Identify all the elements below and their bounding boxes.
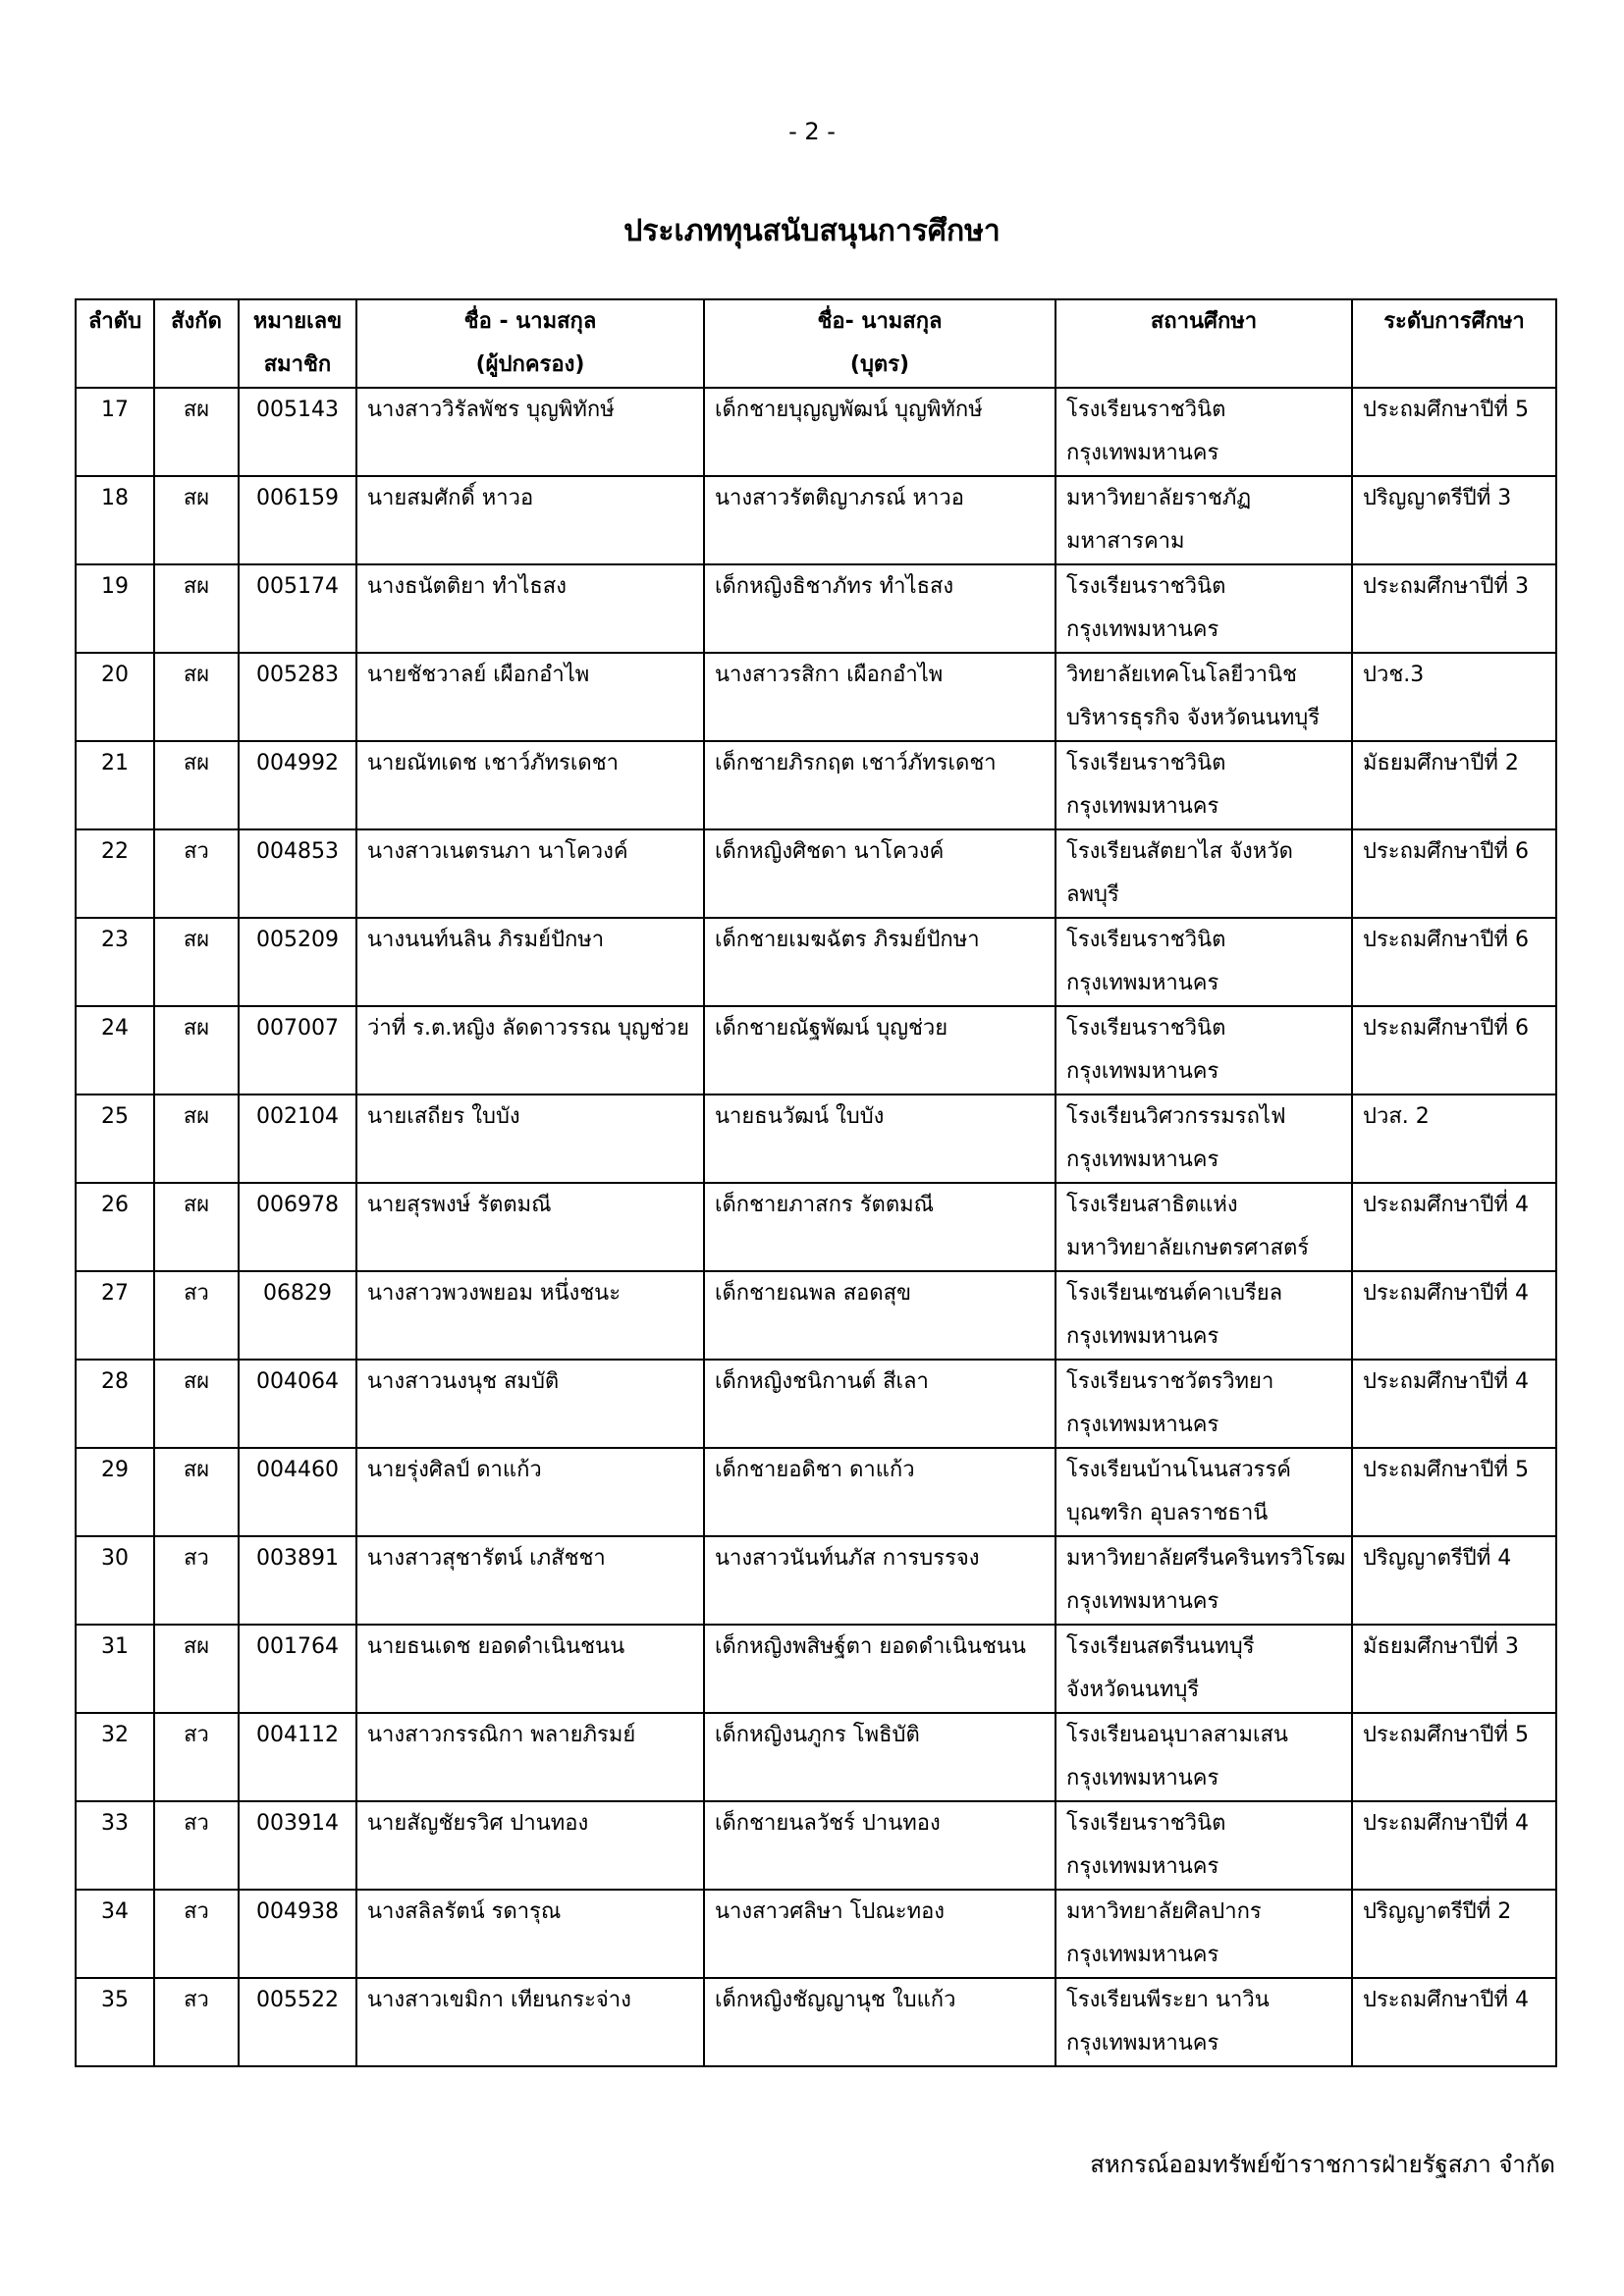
cell-education-level: ประถมศึกษาปีที่ 6 xyxy=(1352,829,1556,918)
cell-child-name: นางสาวศลิษา โปณะทอง xyxy=(704,1890,1056,1978)
cell-parent-name: นางสาวพวงพยอม หนึ่งชนะ xyxy=(356,1271,704,1360)
cell-child-name: เด็กชายภิรกฤต เชาว์ภัทรเดชา xyxy=(704,741,1056,829)
cell-unit: สผ xyxy=(154,1095,239,1183)
cell-child-name: เด็กชายนลวัชร์ ปานทอง xyxy=(704,1801,1056,1890)
cell-child-name: เด็กชายณัฐพัฒน์ บุญช่วย xyxy=(704,1006,1056,1095)
cell-parent-name: นางสาวเขมิกา เทียนกระจ่าง xyxy=(356,1978,704,2066)
table-row xyxy=(76,564,1556,653)
cell-parent-name: นางสลิลรัตน์ รดารุณ xyxy=(356,1890,704,1978)
cell-unit: สว xyxy=(154,1271,239,1360)
cell-education-level: ประถมศึกษาปีที่ 5 xyxy=(1352,1448,1556,1536)
cell-school: โรงเรียนบ้านโนนสวรรค์ บุณฑริก อุบลราชธานี xyxy=(1056,1448,1352,1536)
cell-school: โรงเรียนอนุบาลสามเสน กรุงเทพมหานคร xyxy=(1056,1713,1352,1801)
table-row xyxy=(76,918,1556,1006)
cell-child-name: เด็กหญิงศิชดา นาโควงค์ xyxy=(704,829,1056,918)
cell-unit: สผ xyxy=(154,1360,239,1448)
cell-school: โรงเรียนวิศวกรรมรถไฟ กรุงเทพมหานคร xyxy=(1056,1095,1352,1183)
cell-school: โรงเรียนสาธิตแห่ง มหาวิทยาลัยเกษตรศาสตร์ xyxy=(1056,1183,1352,1271)
cell-unit: สผ xyxy=(154,653,239,741)
footer-organization: สหกรณ์ออมทรัพย์ข้าราชการฝ่ายรัฐสภา จำกัด xyxy=(1090,2151,1555,2178)
table-row xyxy=(76,1801,1556,1890)
cell-member-no: 005209 xyxy=(239,918,356,1006)
cell-parent-name: นายเสถียร ใบบัง xyxy=(356,1095,704,1183)
cell-no: 33 xyxy=(76,1801,154,1890)
cell-child-name: เด็กหญิงพสิษฐ์ตา ยอดดำเนินชนน xyxy=(704,1625,1056,1713)
cell-education-level: ประถมศึกษาปีที่ 4 xyxy=(1352,1183,1556,1271)
cell-parent-name: นางสาววิรัลพัชร บุญพิทักษ์ xyxy=(356,388,704,476)
cell-child-name: นางสาวรสิกา เผือกอำไพ xyxy=(704,653,1056,741)
cell-parent-name: นางสาวกรรณิกา พลายภิรมย์ xyxy=(356,1713,704,1801)
cell-unit: สผ xyxy=(154,1448,239,1536)
cell-unit: สว xyxy=(154,1713,239,1801)
cell-child-name: เด็กหญิงชนิกานต์ สีเลา xyxy=(704,1360,1056,1448)
cell-education-level: มัธยมศึกษาปีที่ 3 xyxy=(1352,1625,1556,1713)
cell-parent-name: นางสาวนงนุช สมบัติ xyxy=(356,1360,704,1448)
cell-no: 35 xyxy=(76,1978,154,2066)
cell-member-no: 003891 xyxy=(239,1536,356,1625)
cell-member-no: 005174 xyxy=(239,564,356,653)
header-parent-name: ชื่อ - นามสกุล (ผู้ปกครอง) xyxy=(356,299,704,388)
cell-no: 28 xyxy=(76,1360,154,1448)
cell-unit: สผ xyxy=(154,1625,239,1713)
cell-unit: สผ xyxy=(154,1006,239,1095)
cell-education-level: ประถมศึกษาปีที่ 6 xyxy=(1352,918,1556,1006)
cell-no: 29 xyxy=(76,1448,154,1536)
cell-no: 22 xyxy=(76,829,154,918)
table-row xyxy=(76,388,1556,476)
cell-no: 18 xyxy=(76,476,154,564)
cell-child-name: เด็กชายเมฆฉัตร ภิรมย์ปักษา xyxy=(704,918,1056,1006)
table-row xyxy=(76,1095,1556,1183)
cell-no: 27 xyxy=(76,1271,154,1360)
cell-education-level: ประถมศึกษาปีที่ 3 xyxy=(1352,564,1556,653)
table-row xyxy=(76,1448,1556,1536)
cell-no: 25 xyxy=(76,1095,154,1183)
cell-unit: สว xyxy=(154,1890,239,1978)
table-row xyxy=(76,653,1556,741)
cell-parent-name: นายสัญชัยรวิศ ปานทอง xyxy=(356,1801,704,1890)
cell-member-no: 004938 xyxy=(239,1890,356,1978)
cell-child-name: นางสาวรัตติญาภรณ์ หาวอ xyxy=(704,476,1056,564)
cell-unit: สผ xyxy=(154,388,239,476)
cell-child-name: เด็กหญิงธิชาภัทร ทำไธสง xyxy=(704,564,1056,653)
cell-no: 32 xyxy=(76,1713,154,1801)
cell-education-level: ปวช.3 xyxy=(1352,653,1556,741)
cell-education-level: ปริญญาตรีปีที่ 3 xyxy=(1352,476,1556,564)
table-row xyxy=(76,1890,1556,1978)
cell-child-name: นางสาวนันท์นภัส การบรรจง xyxy=(704,1536,1056,1625)
cell-school: มหาวิทยาลัยศรีนครินทรวิโรฒ กรุงเทพมหานคร xyxy=(1056,1536,1352,1625)
cell-no: 34 xyxy=(76,1890,154,1978)
cell-no: 30 xyxy=(76,1536,154,1625)
header-member-no: หมายเลข สมาชิก xyxy=(239,299,356,388)
cell-no: 23 xyxy=(76,918,154,1006)
scholarship-table xyxy=(75,298,1557,2067)
cell-parent-name: นางนนท์นลิน ภิรมย์ปักษา xyxy=(356,918,704,1006)
table-row xyxy=(76,829,1556,918)
cell-education-level: ประถมศึกษาปีที่ 4 xyxy=(1352,1271,1556,1360)
cell-school: มหาวิทยาลัยราชภัฏ มหาสารคาม xyxy=(1056,476,1352,564)
cell-member-no: 004853 xyxy=(239,829,356,918)
cell-child-name: เด็กหญิงชัญญานุช ใบแก้ว xyxy=(704,1978,1056,2066)
table-row xyxy=(76,1978,1556,2066)
cell-education-level: ปริญญาตรีปีที่ 4 xyxy=(1352,1536,1556,1625)
table-header-row xyxy=(76,299,1556,388)
cell-child-name: เด็กชายอดิชา ดาแก้ว xyxy=(704,1448,1056,1536)
cell-parent-name: ว่าที่ ร.ต.หญิง ลัดดาวรรณ บุญช่วย xyxy=(356,1006,704,1095)
table-body xyxy=(76,388,1556,2066)
cell-no: 31 xyxy=(76,1625,154,1713)
header-unit: สังกัด xyxy=(154,299,239,388)
header-no: ลำดับ xyxy=(76,299,154,388)
table-row xyxy=(76,1360,1556,1448)
page-title: ประเภททุนสนับสนุนการศึกษา xyxy=(623,214,1001,248)
cell-no: 21 xyxy=(76,741,154,829)
cell-parent-name: นายณัทเดช เชาว์ภัทรเดชา xyxy=(356,741,704,829)
cell-no: 24 xyxy=(76,1006,154,1095)
cell-school: มหาวิทยาลัยศิลปากร กรุงเทพมหานคร xyxy=(1056,1890,1352,1978)
cell-child-name: นายธนวัฒน์ ใบบัง xyxy=(704,1095,1056,1183)
cell-child-name: เด็กชายภาสกร รัตตมณี xyxy=(704,1183,1056,1271)
table-row xyxy=(76,741,1556,829)
cell-unit: สว xyxy=(154,829,239,918)
table-row xyxy=(76,1536,1556,1625)
cell-member-no: 005283 xyxy=(239,653,356,741)
header-school: สถานศึกษา xyxy=(1056,299,1352,388)
cell-school: โรงเรียนพีระยา นาวิน กรุงเทพมหานคร xyxy=(1056,1978,1352,2066)
cell-parent-name: นายชัชวาลย์ เผือกอำไพ xyxy=(356,653,704,741)
cell-unit: สผ xyxy=(154,564,239,653)
cell-unit: สว xyxy=(154,1536,239,1625)
cell-member-no: 003914 xyxy=(239,1801,356,1890)
cell-unit: สว xyxy=(154,1978,239,2066)
cell-member-no: 004064 xyxy=(239,1360,356,1448)
cell-school: โรงเรียนราชวินิต กรุงเทพมหานคร xyxy=(1056,1801,1352,1890)
cell-no: 17 xyxy=(76,388,154,476)
cell-unit: สว xyxy=(154,1801,239,1890)
cell-no: 19 xyxy=(76,564,154,653)
cell-education-level: ปวส. 2 xyxy=(1352,1095,1556,1183)
cell-child-name: เด็กชายบุญญพัฒน์ บุญพิทักษ์ xyxy=(704,388,1056,476)
cell-member-no: 001764 xyxy=(239,1625,356,1713)
table-row xyxy=(76,1271,1556,1360)
cell-school: โรงเรียนราชวินิต กรุงเทพมหานคร xyxy=(1056,741,1352,829)
cell-education-level: ประถมศึกษาปีที่ 4 xyxy=(1352,1978,1556,2066)
cell-education-level: ประถมศึกษาปีที่ 4 xyxy=(1352,1360,1556,1448)
cell-parent-name: นางธนัตติยา ทำไธสง xyxy=(356,564,704,653)
cell-member-no: 004992 xyxy=(239,741,356,829)
cell-member-no: 005143 xyxy=(239,388,356,476)
cell-unit: สผ xyxy=(154,1183,239,1271)
cell-parent-name: นายสมศักดิ์ หาวอ xyxy=(356,476,704,564)
cell-member-no: 007007 xyxy=(239,1006,356,1095)
cell-no: 20 xyxy=(76,653,154,741)
cell-parent-name: นางสาวสุชารัตน์ เภสัชชา xyxy=(356,1536,704,1625)
cell-school: โรงเรียนราชวินิต กรุงเทพมหานคร xyxy=(1056,564,1352,653)
cell-parent-name: นางสาวเนตรนภา นาโควงค์ xyxy=(356,829,704,918)
cell-education-level: ประถมศึกษาปีที่ 5 xyxy=(1352,388,1556,476)
table-row xyxy=(76,1183,1556,1271)
cell-education-level: ประถมศึกษาปีที่ 4 xyxy=(1352,1801,1556,1890)
table-row xyxy=(76,1006,1556,1095)
cell-parent-name: นายรุ่งศิลป์ ดาแก้ว xyxy=(356,1448,704,1536)
cell-education-level: มัธยมศึกษาปีที่ 2 xyxy=(1352,741,1556,829)
cell-school: โรงเรียนราชวินิต กรุงเทพมหานคร xyxy=(1056,1006,1352,1095)
table-row xyxy=(76,476,1556,564)
cell-school: โรงเรียนราชวินิต กรุงเทพมหานคร xyxy=(1056,918,1352,1006)
cell-school: โรงเรียนสัตยาไส จังหวัด ลพบุรี xyxy=(1056,829,1352,918)
cell-no: 26 xyxy=(76,1183,154,1271)
cell-education-level: ประถมศึกษาปีที่ 6 xyxy=(1352,1006,1556,1095)
cell-member-no: 005522 xyxy=(239,1978,356,2066)
table-row xyxy=(76,1625,1556,1713)
cell-school: โรงเรียนสตรีนนทบุรี จังหวัดนนทบุรี xyxy=(1056,1625,1352,1713)
cell-school: โรงเรียนราชวินิต กรุงเทพมหานคร xyxy=(1056,388,1352,476)
cell-child-name: เด็กหญิงนภูกร โพธิบัติ xyxy=(704,1713,1056,1801)
cell-education-level: ปริญญาตรีปีที่ 2 xyxy=(1352,1890,1556,1978)
cell-parent-name: นายธนเดช ยอดดำเนินชนน xyxy=(356,1625,704,1713)
cell-parent-name: นายสุรพงษ์ รัตตมณี xyxy=(356,1183,704,1271)
header-education-level: ระดับการศึกษา xyxy=(1352,299,1556,388)
cell-member-no: 006159 xyxy=(239,476,356,564)
cell-education-level: ประถมศึกษาปีที่ 5 xyxy=(1352,1713,1556,1801)
cell-unit: สผ xyxy=(154,918,239,1006)
page-number: - 2 - xyxy=(788,118,836,145)
table-row xyxy=(76,1713,1556,1801)
header-child-name: ชื่อ- นามสกุล (บุตร) xyxy=(704,299,1056,388)
cell-school: โรงเรียนเซนต์คาเบรียล กรุงเทพมหานคร xyxy=(1056,1271,1352,1360)
cell-school: วิทยาลัยเทคโนโลยีวานิช บริหารธุรกิจ จังหวัดนนทบุรี xyxy=(1056,653,1352,741)
cell-member-no: 006978 xyxy=(239,1183,356,1271)
cell-member-no: 004112 xyxy=(239,1713,356,1801)
cell-school: โรงเรียนราชวัตรวิทยา กรุงเทพมหานคร xyxy=(1056,1360,1352,1448)
cell-member-no: 06829 xyxy=(239,1271,356,1360)
cell-member-no: 004460 xyxy=(239,1448,356,1536)
cell-member-no: 002104 xyxy=(239,1095,356,1183)
cell-unit: สผ xyxy=(154,741,239,829)
cell-unit: สผ xyxy=(154,476,239,564)
cell-child-name: เด็กชายณพล สอดสุข xyxy=(704,1271,1056,1360)
